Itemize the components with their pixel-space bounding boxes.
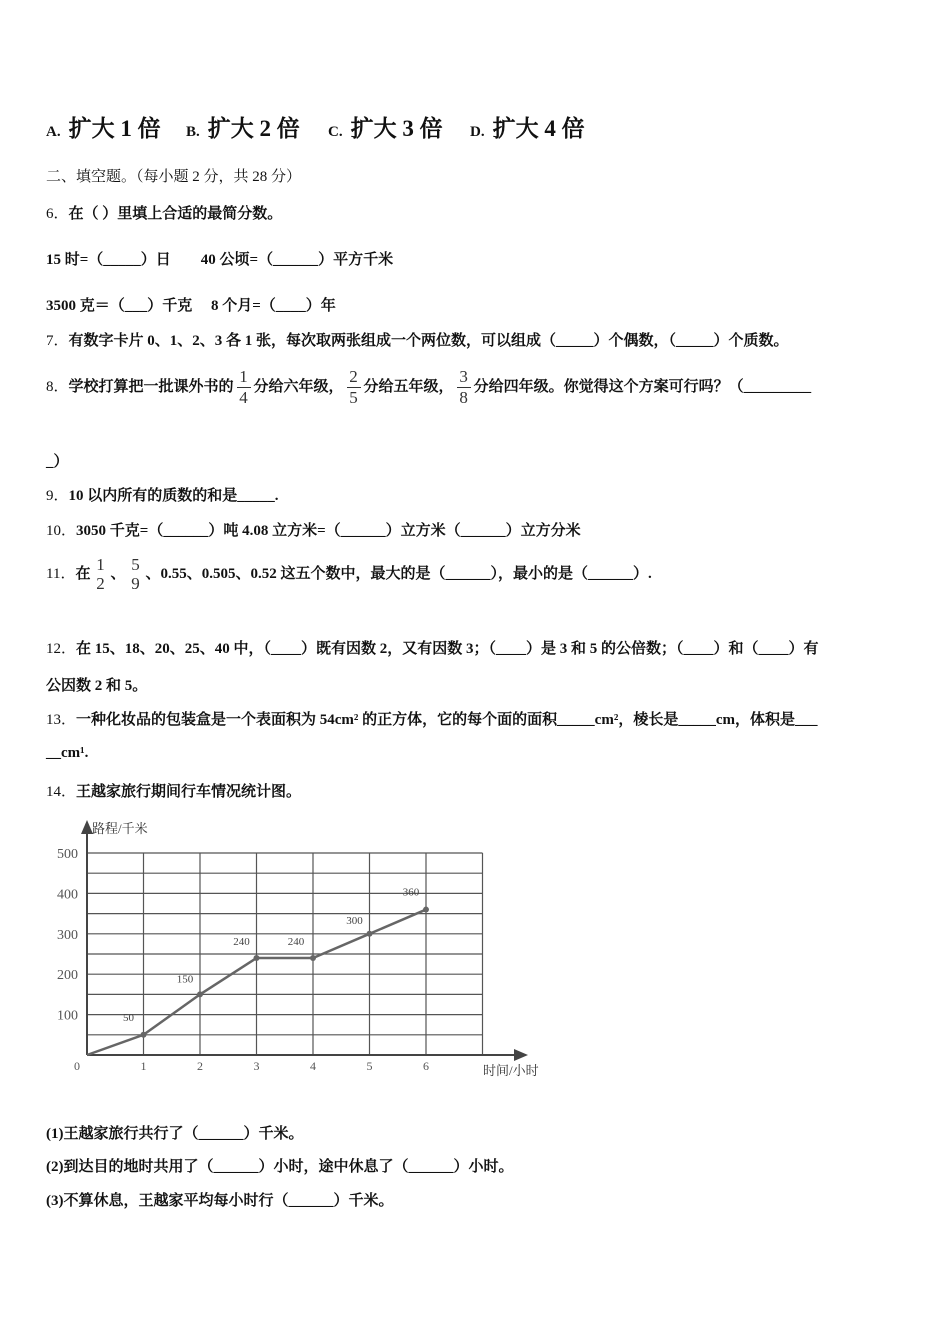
fraction-1-4: $\frac{1}{4}$ xyxy=(237,368,251,407)
data-label: 360 xyxy=(402,886,420,899)
data-point xyxy=(254,955,260,961)
x-tick-label: 2 xyxy=(197,1059,203,1073)
sub-question-1: (1)王越家旅行共行了（______）千米。 xyxy=(46,1126,304,1142)
data-label: 240 xyxy=(287,936,305,949)
data-label: 150 xyxy=(176,973,194,986)
question-9: 9．10 以内所有的质数的和是_____. xyxy=(46,488,279,504)
fraction-1-2: 1 2 xyxy=(96,555,105,593)
y-axis-label: 路程/千米 xyxy=(92,821,148,836)
fraction-3-8: $\frac{3}{8}$ xyxy=(457,368,471,407)
sub-question-2: (2)到达目的地时共用了（______）小时，途中休息了（______）小时。 xyxy=(46,1159,514,1175)
sub-question-3: (3)不算休息，王越家平均每小时行（______）千米。 xyxy=(46,1193,394,1209)
data-point xyxy=(141,1032,147,1038)
question-12-cont: 公因数 2 和 5。 xyxy=(46,678,148,694)
question-12: 12．在 15、18、20、25、40 中，（____）既有因数 2，又有因数 3；（____）是 3 和 5 的公倍数；（____）和（____）有 xyxy=(46,641,819,657)
question-6-line1: 15 时=（_____）日 40 公顷=（______）平方千米 xyxy=(46,252,394,268)
y-tick-label: 400 xyxy=(57,887,78,903)
question-6: 6．在（ ）里填上合适的最简分数。 xyxy=(46,206,283,222)
x-tick-label: 3 xyxy=(253,1059,260,1073)
x-tick-label: 6 xyxy=(423,1059,429,1073)
section-heading: 二、填空题。（每小题 2 分，共 28 分） xyxy=(46,169,302,185)
question-13-cont: __cm¹. xyxy=(46,745,89,761)
y-tick-label: 100 xyxy=(57,1008,78,1024)
option-d: D. 扩大 4 倍 xyxy=(470,116,585,141)
x-tick-label: 5 xyxy=(366,1059,373,1073)
fraction-2-5: $\frac{2}{5}$ xyxy=(347,368,361,407)
x-tick-label: 0 xyxy=(74,1059,80,1073)
data-point xyxy=(197,991,203,997)
question-11: 11．在 1 2 、 5 9 、0.55、0.505、0.52 这五个数中，最大的是（______），最小的是（______）. xyxy=(46,555,652,593)
y-tick-label: 300 xyxy=(57,927,78,943)
y-tick-label: 500 xyxy=(57,847,78,862)
data-point xyxy=(367,931,373,937)
x-tick-label: 1 xyxy=(140,1059,147,1073)
option-a: A. 扩大 1 倍 xyxy=(46,116,161,141)
option-c: C. 扩大 3 倍 xyxy=(328,116,443,141)
option-b: B. 扩大 2 倍 xyxy=(186,116,300,141)
data-label: 300 xyxy=(346,914,363,927)
fraction-5-9: 5 9 xyxy=(131,555,140,593)
x-axis-label: 时间/小时 xyxy=(483,1063,539,1078)
question-13: 13．一种化妆品的包装盒是一个表面积为 54cm² 的正方体，它的每个面的面积_____cm²，棱长是_____cm，体积是___ xyxy=(46,712,818,728)
question-8-cont: _） xyxy=(46,454,69,470)
question-10: 10．3050 千克=（______）吨 4.08 立方米=（______）立方米（______）立方分米 xyxy=(46,523,581,539)
question-8: 8．学校打算把一批课外书的 $\frac{1}{4}$ 分给六年级， $\frac{2}{5}$ 分给五年级， $\frac{3}{8}$ 分给四年级。你觉得这个方案可行吗？（_________ xyxy=(46,367,812,407)
data-point xyxy=(423,907,429,913)
data-point xyxy=(310,955,316,961)
x-axis-arrow-icon xyxy=(514,1049,528,1061)
y-tick-label: 200 xyxy=(57,968,78,984)
x-tick-label: 4 xyxy=(310,1059,316,1073)
question-14: 14．王越家旅行期间行车情况统计图。 xyxy=(46,784,302,800)
data-label: 240 xyxy=(233,936,250,949)
question-6-line2: 3500 克＝（___）千克 8 个月=（____）年 xyxy=(46,298,336,314)
data-label: 50 xyxy=(123,1011,134,1024)
question-7: 7．有数字卡片 0、1、2、3 各 1 张，每次取两张组成一个两位数，可以组成（_____）个偶数，（_____）个质数。 xyxy=(46,333,789,349)
